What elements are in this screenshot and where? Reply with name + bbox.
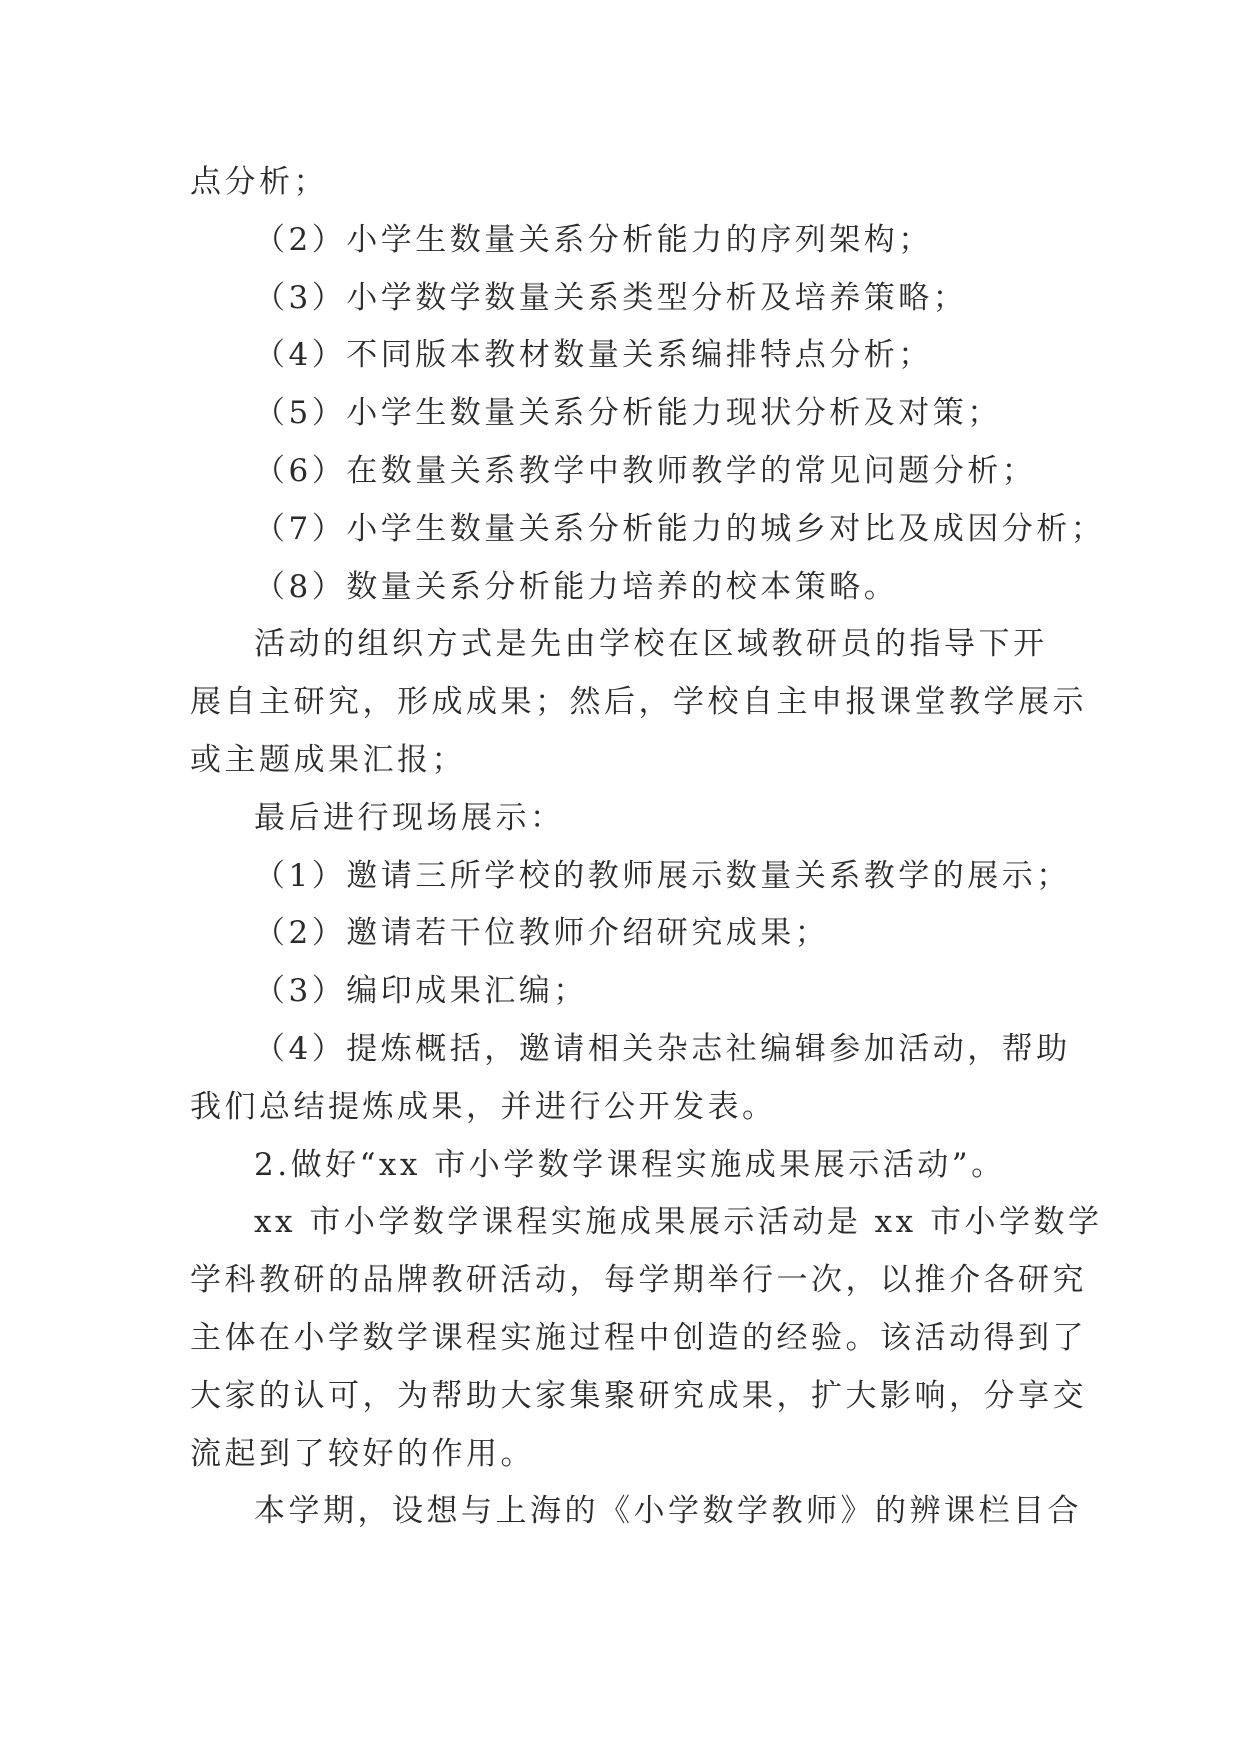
- text-line: （5）小学生数量关系分析能力现状分析及对策；: [254, 395, 1002, 432]
- text-line: （2）小学生数量关系分析能力的序列架构；: [254, 221, 933, 258]
- text-line: （4）提炼概括，邀请相关杂志社编辑参加活动，帮助: [254, 1030, 1071, 1067]
- text-line: 2.做好“xx 市小学数学课程实施成果展示活动”。: [254, 1146, 1006, 1183]
- text-line: 或主题成果汇报；: [190, 741, 466, 778]
- text-line: 本学期，设想与上海的《小学数学教师》的辨课栏目合: [254, 1493, 1082, 1530]
- text-line: 活动的组织方式是先由学校在区域教研员的指导下开: [254, 626, 1048, 663]
- text-line: （1）邀请三所学校的教师展示数量关系教学的展示；: [254, 857, 1071, 894]
- text-line: （3）编印成果汇编；: [254, 973, 588, 1010]
- text-line: （4）不同版本教材数量关系编排特点分析；: [254, 337, 933, 374]
- text-line: 主体在小学数学课程实施过程中创造的经验。该活动得到了: [190, 1319, 1087, 1356]
- text-line: 学科教研的品牌教研活动，每学期举行一次，以推介各研究: [190, 1262, 1087, 1299]
- text-line: 最后进行现场展示：: [254, 799, 565, 836]
- body-text: [190, 154, 1106, 1541]
- text-line: 流起到了较好的作用。: [190, 1435, 535, 1472]
- text-line: （6）在数量关系教学中教师教学的常见问题分析；: [254, 452, 1037, 489]
- text-line: （3）小学数学数量关系类型分析及培养策略；: [254, 279, 968, 316]
- text-line: 大家的认可，为帮助大家集聚研究成果，扩大影响，分享交: [190, 1377, 1087, 1414]
- text-line: （2）邀请若干位教师介绍研究成果；: [254, 915, 830, 952]
- text-line: xx 市小学数学课程实施成果展示活动是 xx 市小学数学: [254, 1204, 1103, 1241]
- text-line: 点分析；: [190, 164, 328, 200]
- text-line: （7）小学生数量关系分析能力的城乡对比及成因分析；: [254, 510, 1106, 547]
- text-line: 我们总结提炼成果，并进行公开发表。: [190, 1088, 777, 1125]
- text-line: 展自主研究，形成成果；然后，学校自主申报课堂教学展示: [190, 684, 1087, 721]
- text-line: （8）数量关系分析能力培养的校本策略。: [254, 568, 899, 605]
